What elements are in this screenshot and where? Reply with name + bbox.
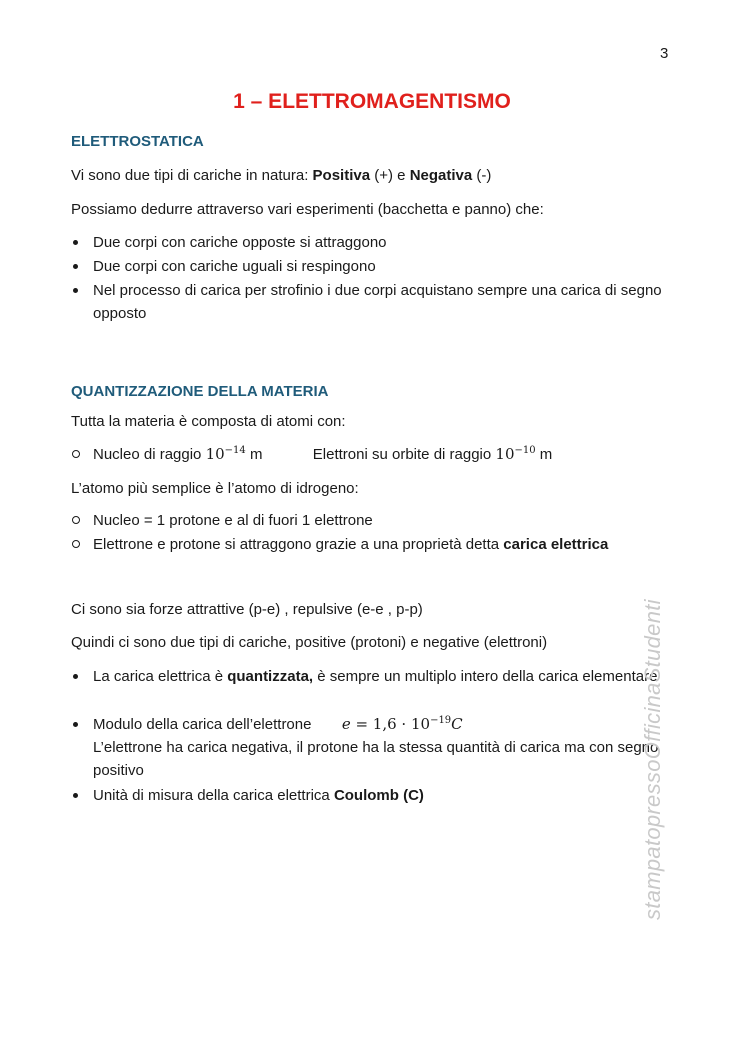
term-negativa: Negativa [409,167,473,184]
section-heading-elettrostatica: ELETTROSTATICA [71,133,204,150]
electron-charge-equation [342,715,463,733]
exponent: −10 [514,445,536,456]
electron-radius [495,445,535,463]
nucleus-label: Nucleo di raggio [93,446,206,463]
list-item [71,231,673,254]
text: Unità di misura della carica elettrica [93,787,334,804]
nucleus-radius [206,445,246,463]
list-item [71,784,673,807]
list-item [71,443,671,466]
value: = 1,6 · 10 [350,715,431,733]
paragraph-charge-kinds: Quindi ci sono due tipi di cariche, positive (protoni) e negative (elettroni) [71,634,548,651]
list-item [71,665,673,688]
term-quantizzata: quantizzata, [227,668,314,685]
unit-c: C [451,715,463,733]
paragraph-atoms: Tutta la materia è composta di atomi con: [71,413,346,430]
list-item-text [93,713,673,782]
paragraph-experiments: Possiamo dedurre attraverso vari esperimenti (bacchetta e panno) che: [71,201,544,218]
list-item-text: Nel processo di carica per strofinio i due corpi acquistano sempre una carica di segno opposto [93,282,662,322]
list-item-text [93,784,673,807]
term-coulomb: Coulomb (C) [333,787,424,804]
unit: m [535,446,553,463]
text: Vi sono due tipi di cariche in natura: [71,167,313,184]
electron-label: Elettroni su orbite di raggio [312,446,496,463]
list-item [71,509,673,532]
list-item-text [93,443,673,466]
paragraph-hydrogen: L’atomo più semplice è l’atomo di idrogeno: [71,480,359,497]
list-item-text: Due corpi con cariche opposte si attraggono [93,234,387,251]
electron-charge-label: Modulo della carica dell’elettrone [93,716,312,733]
exponent: −14 [224,445,246,456]
paragraph-forces: Ci sono sia forze attrattive (p-e) , repulsive (e-e , p-p) [71,601,423,618]
text: (-) [472,167,492,184]
list-item [71,533,673,556]
text: Elettrone e protone si attraggono grazie a una proprietà detta [93,536,504,553]
term-carica-elettrica: carica elettrica [503,536,609,553]
page-title: 1 – ELETTROMAGENTISMO [233,90,511,113]
list-item-text [93,533,673,556]
paragraph-charge-types [71,164,491,187]
exponent: −19 [430,715,452,726]
list-item-text: Due corpi con cariche uguali si respingono [93,258,376,275]
base: 10 [495,445,515,463]
text: (+) e [370,167,410,184]
symbol-e: e [341,715,351,733]
list-item [71,255,673,278]
list-item-text: Nucleo = 1 protone e al di fuori 1 elettrone [93,512,373,529]
unit: m [245,446,263,463]
page-number: 3 [660,45,669,62]
charge-sign-text: L’elettrone ha carica negativa, il protone ha la stessa quantità di carica ma con segno positivo [93,739,659,779]
text: è sempre un multiplo intero della carica elementare [313,668,658,685]
section-heading-quantizzazione: QUANTIZZAZIONE DELLA MATERIA [71,383,329,400]
text: La carica elettrica è [93,668,228,685]
base: 10 [205,445,225,463]
term-positiva: Positiva [312,167,371,184]
list-item [71,279,673,325]
watermark: stampatopressoOfficinaStudenti [640,599,665,920]
list-item-text [93,665,673,688]
list-item [71,713,673,782]
